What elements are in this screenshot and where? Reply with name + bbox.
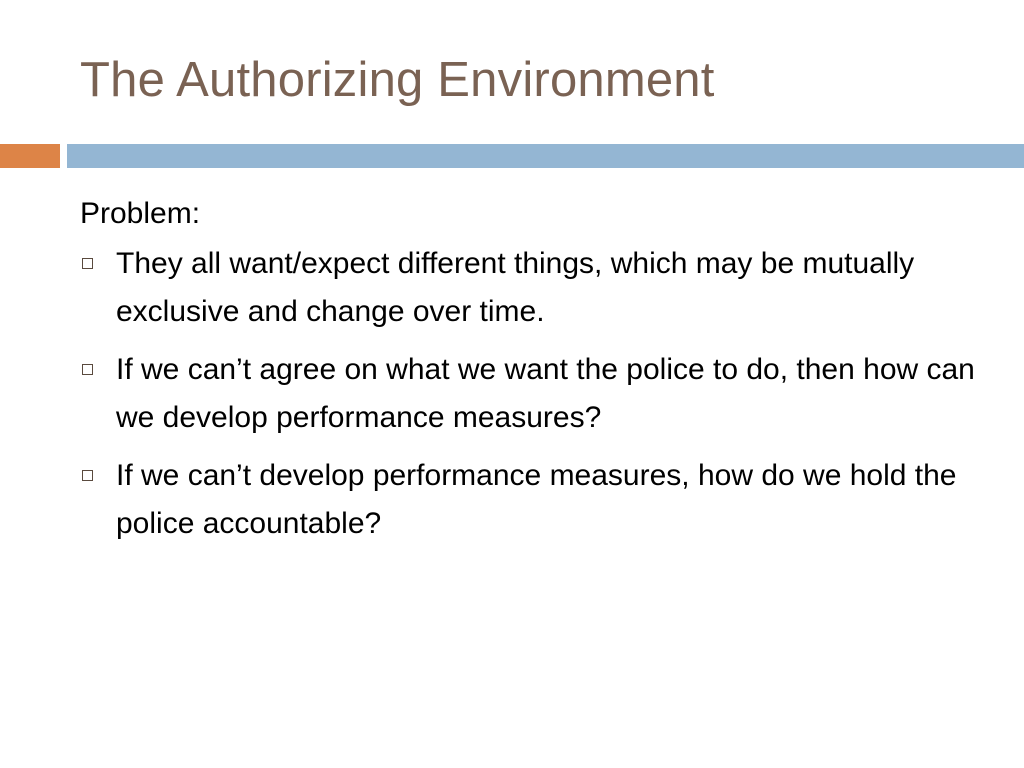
square-bullet-icon	[82, 258, 93, 269]
bullet-item	[80, 452, 990, 548]
intro-text: Problem:	[80, 197, 201, 230]
slide-title: The Authorizing Environment	[80, 53, 715, 107]
bullet-text: They all want/expect different things, which may be mutually exclusive and change over time.	[116, 247, 915, 328]
bullet-list	[80, 240, 990, 548]
title-divider-bar	[67, 144, 1024, 168]
square-bullet-icon	[82, 364, 93, 375]
bullet-item	[80, 346, 990, 442]
bullet-text: If we can’t develop performance measures, how do we hold the police accountable?	[116, 459, 957, 540]
bullet-text: If we can’t agree on what we want the police to do, then how can we develop performance measures?	[116, 353, 975, 434]
slide-body	[80, 190, 990, 558]
title-accent-bar	[0, 144, 60, 168]
bullet-item	[80, 240, 990, 336]
square-bullet-icon	[82, 470, 93, 481]
